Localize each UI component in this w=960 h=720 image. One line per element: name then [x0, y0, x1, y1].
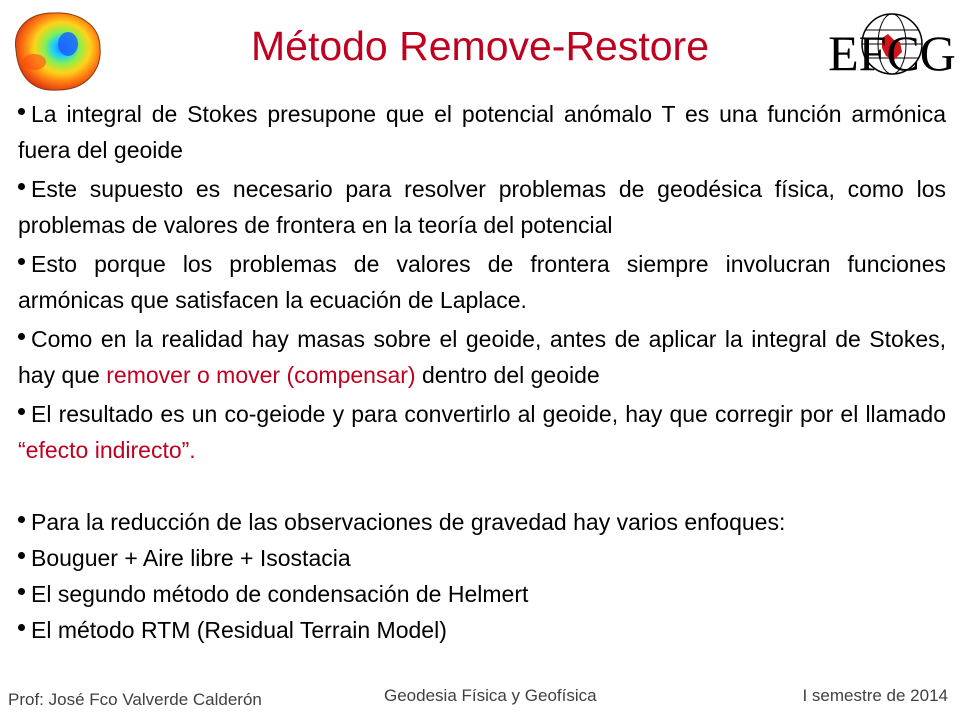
bullet-highlight: “efecto indirecto”. [18, 437, 196, 463]
bullet-text: Como en la realidad hay masas sobre el geoide, antes de aplicar la integral de Stokes, hay que [18, 326, 946, 388]
bullet-text: El método RTM (Residual Terrain Model) [31, 617, 447, 643]
bullet-1 [18, 96, 946, 168]
bullet-icon [18, 258, 25, 265]
bullet-2 [18, 171, 946, 243]
bullet-text: Bouguer + Aire libre + Isostacia [31, 545, 351, 571]
content-area [18, 96, 946, 648]
bullet-icon [18, 624, 25, 631]
bullet-text: Este supuesto es necesario para resolver problemas de geodésica física, como los problemas de valores de frontera en la teoría del potencial [18, 176, 946, 238]
bullet-highlight: remover o mover (compensar) [106, 362, 416, 388]
efcg-logo-text: EFCG [828, 25, 956, 81]
bullet-9 [18, 612, 946, 648]
bullet-text: dentro del geoide [415, 362, 600, 388]
bullet-7 [18, 540, 946, 576]
bullet-icon [18, 516, 25, 523]
main-bullets [18, 96, 946, 468]
bullet-6 [18, 504, 946, 540]
bullet-icon [18, 588, 25, 595]
bullet-icon [18, 183, 25, 190]
footer-semester: I semestre de 2014 [802, 686, 948, 705]
reduction-bullets [18, 504, 946, 648]
bullet-icon [18, 408, 25, 415]
bullet-icon [18, 108, 25, 115]
bullet-4 [18, 321, 946, 393]
bullet-text: La integral de Stokes presupone que el potencial anómalo T es una función armónica fuera del geoide [18, 101, 946, 163]
bullet-icon [18, 333, 25, 340]
footer-course: Geodesia Física y Geofísica [384, 686, 597, 705]
bullet-text: Esto porque los problemas de valores de frontera siempre involucran funciones armónicas que satisfacen la ecuación de Laplace. [18, 251, 946, 313]
bullet-text: Para la reducción de las observaciones de gravedad hay varios enfoques: [31, 509, 786, 535]
efcg-logo [828, 4, 956, 94]
bullet-5 [18, 396, 946, 468]
slide-title: Método Remove-Restore [250, 23, 710, 69]
bullet-3 [18, 246, 946, 318]
footer-professor: Prof: José Fco Valverde Calderón [8, 690, 262, 709]
bullet-text: El resultado es un co-geiode y para convertirlo al geoide, hay que corregir por el llamado [31, 401, 946, 427]
bullet-text: El segundo método de condensación de Helmert [31, 581, 529, 607]
bullet-8 [18, 576, 946, 612]
bullet-icon [18, 552, 25, 559]
